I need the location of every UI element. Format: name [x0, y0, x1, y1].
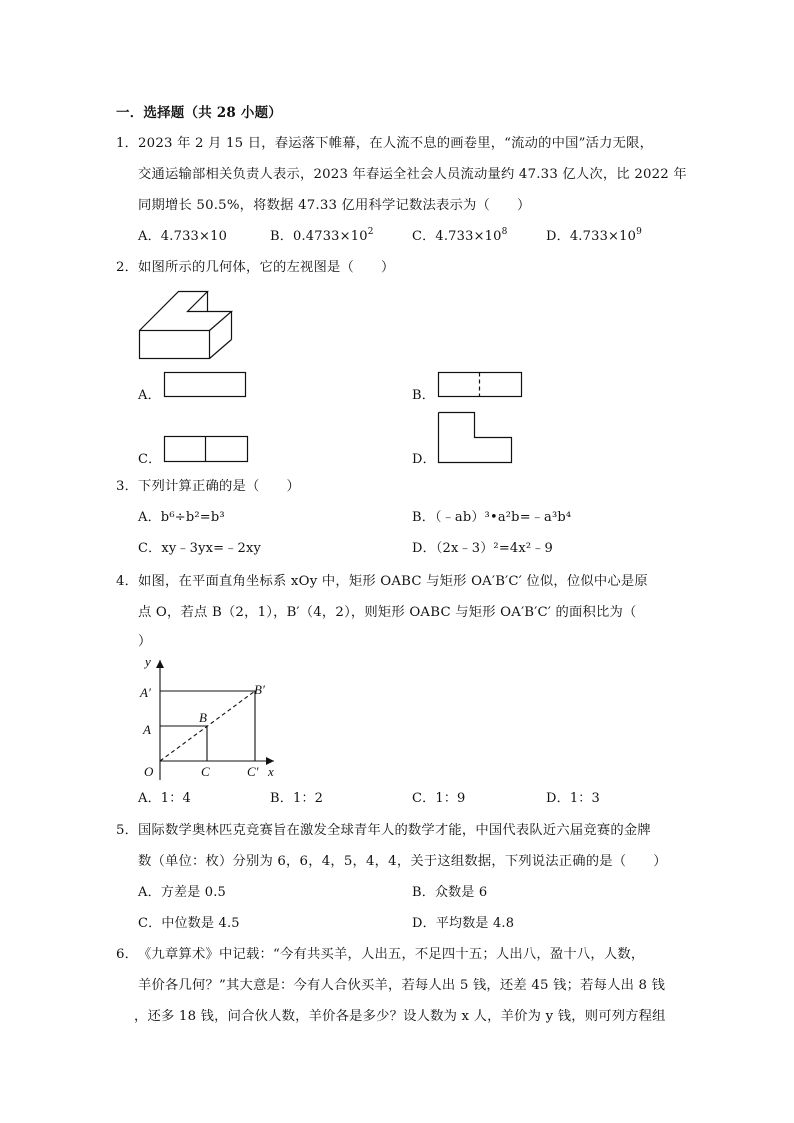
question-text-line: 国际数学奥林匹克竞赛旨在激发全球青年人的数学才能，中国代表队近六届竞赛的金牌 — [138, 823, 651, 838]
option-exponent: 8 — [501, 227, 508, 237]
option-label: A． — [138, 229, 161, 244]
question-text-line: 羊价各几何？”其大意是：今有人合伙买羊，若每人出 5 钱，还差 45 钱；若每人出 8 钱 — [138, 978, 666, 993]
option-value: 4.733×10 — [435, 229, 502, 244]
option-exponent: 9 — [636, 227, 643, 237]
option-a[interactable] — [138, 791, 191, 807]
option-value: xy﹣3yx=﹣2xy — [161, 541, 262, 556]
option-label: D． — [546, 229, 570, 244]
question-number: 1． — [116, 136, 139, 151]
point-label-o: O — [144, 764, 154, 779]
question-text-line: 交通运输部相关负责人表示，2023 年春运全社会人员流动量约 47.33 亿人次，比 2022 年 — [138, 167, 687, 182]
option-label: B． — [270, 229, 293, 244]
option-value: 1：3 — [569, 791, 600, 806]
option-value: 1：9 — [435, 791, 466, 806]
option-label: B． — [412, 388, 435, 403]
option-label: B． — [270, 791, 293, 806]
option-label: D． — [412, 452, 436, 467]
option-label: B． — [412, 885, 435, 900]
option-value: 4.733×10 — [569, 229, 637, 244]
axis-label-y: y — [145, 654, 151, 669]
option-value: 众数是 6 — [434, 885, 488, 900]
point-label-b-prime: B′ — [254, 682, 265, 697]
option-value: 0.4733×10 — [292, 229, 368, 244]
option-b[interactable] — [412, 885, 487, 901]
option-label: C． — [412, 229, 436, 244]
option-d[interactable] — [412, 916, 514, 932]
option-label: C． — [138, 541, 162, 556]
point-label-a-prime: A′ — [140, 685, 151, 700]
option-value: 1：2 — [292, 791, 324, 806]
point-label-b: B — [199, 710, 207, 725]
question-number: 3． — [116, 479, 139, 494]
point-label-a: A — [143, 722, 151, 737]
axis-label-x: x — [268, 764, 274, 779]
question-text-line: 如图，在平面直角坐标系 xOy 中，矩形 OABC 与矩形 OA′B′C′ 位似，位似中心是原 — [138, 574, 648, 589]
option-label: C． — [412, 791, 436, 806]
option-label: D． — [546, 791, 570, 806]
option-label: B． — [412, 510, 435, 525]
option-value: 方差是 0.5 — [160, 885, 227, 900]
question-text-line: 同期增长 50.5%，将数据 47.33 亿用科学记数法表示为（ ） — [138, 198, 531, 213]
option-value: （2x﹣3）²=4x²﹣9 — [435, 541, 553, 556]
option-c[interactable] — [412, 791, 466, 807]
option-value: 1：4 — [160, 791, 191, 806]
question-text-line: 数（单位：枚）分别为 6，6，4，5，4，4，关于这组数据，下列说法正确的是（ ） — [138, 854, 667, 869]
option-value: 中位数是 4.5 — [161, 916, 240, 931]
option-exponent: 2 — [367, 227, 374, 237]
option-label: A． — [138, 510, 161, 525]
option-label: A． — [138, 388, 161, 403]
section-title: 一．选择题（共 28 小题） — [116, 105, 282, 121]
question-text-line: 2023 年 2 月 15 日，春运落下帷幕，在人流不息的画卷里，“流动的中国”活力无限， — [138, 136, 654, 151]
question-number: 2． — [116, 260, 139, 275]
option-a[interactable] — [138, 885, 226, 901]
option-label: A． — [138, 791, 161, 806]
question-text-line: 下列计算正确的是（ ） — [138, 479, 300, 494]
option-value: （﹣ab）³•a²b=﹣a³b⁴ — [434, 510, 572, 525]
option-label: D． — [412, 541, 436, 556]
question-number: 6． — [116, 947, 139, 962]
option-label: C． — [138, 452, 162, 467]
option-label: D． — [412, 916, 436, 931]
option-value: 4.733×10 — [160, 229, 228, 244]
question-text-line: ，还多 18 钱，问合伙人数，羊价各是多少？设人数为 x 人，羊价为 y 钱，则可列方程组 — [134, 1009, 666, 1024]
option-value: 平均数是 4.8 — [435, 916, 515, 931]
point-label-c: C — [201, 764, 210, 779]
question-text-line: 如图所示的几何体，它的左视图是（ ） — [138, 260, 395, 275]
question-number: 5． — [116, 823, 139, 838]
option-value: b⁶÷b²=b³ — [160, 510, 225, 525]
point-label-c-prime: C′ — [247, 764, 259, 779]
option-d[interactable] — [546, 791, 600, 807]
question-number: 4． — [116, 574, 139, 589]
option-label: A． — [138, 885, 161, 900]
option-b[interactable] — [270, 791, 323, 807]
question-text-line: 点 O，若点 B（2，1），B′（4，2），则矩形 OABC 与矩形 OA′B′C′ 的面积比为（ — [138, 605, 637, 620]
question-text-line: 《九章算术》中记载：“今有共买羊，人出五，不足四十五；人出八，盈十八，人数， — [138, 947, 645, 962]
option-label: C． — [138, 916, 162, 931]
option-c[interactable] — [138, 916, 240, 932]
question-text-line: ） — [138, 634, 152, 649]
